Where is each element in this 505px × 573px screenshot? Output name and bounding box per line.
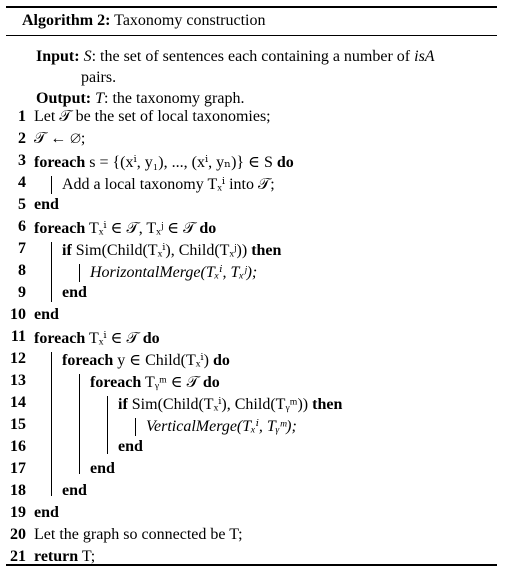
line-number: 20 — [10, 526, 26, 543]
line-number: 12 — [10, 350, 26, 367]
line-number: 3 — [18, 152, 26, 169]
keyword: foreach — [62, 352, 114, 369]
output-var: T — [95, 90, 105, 107]
keyword: foreach — [34, 220, 86, 237]
keyword: return — [34, 548, 79, 565]
line-number: 1 — [18, 108, 26, 125]
algorithm-line — [34, 526, 243, 544]
keyword: end — [34, 196, 59, 213]
block-bar-foreach-2 — [51, 242, 52, 302]
statement-text: Tᵧᵐ ∈ 𝒯 — [141, 374, 199, 391]
keyword: foreach — [34, 330, 86, 347]
keyword: then — [308, 396, 343, 413]
output-label: Output: — [36, 90, 92, 107]
algorithm-line — [34, 328, 160, 348]
block-bar-foreach-5 — [107, 396, 108, 454]
algorithm-line — [62, 284, 87, 302]
bottom-rule — [6, 564, 497, 566]
statement-text: Sim(Child(Tₓⁱ), Child(Tᵧᵐ)) — [127, 396, 309, 413]
top-rule — [6, 6, 497, 8]
line-number: 19 — [10, 504, 26, 521]
algorithm-line — [62, 350, 230, 370]
statement-text: VerticalMerge(Tₓⁱ, Tᵧᵐ); — [146, 418, 297, 435]
statement-text: Let the graph so connected be T; — [34, 526, 243, 543]
line-number: 15 — [10, 416, 26, 433]
line-number: 14 — [10, 394, 26, 411]
algorithm-line — [146, 416, 297, 436]
algorithm-line — [62, 174, 275, 194]
line-number: 4 — [18, 174, 26, 191]
line-number: 6 — [18, 218, 26, 235]
algorithm-title — [22, 12, 265, 30]
algorithm-line — [90, 262, 257, 282]
title-rule — [6, 35, 497, 36]
block-bar-foreach-4 — [79, 374, 80, 474]
line-number: 17 — [10, 460, 26, 477]
keyword: do — [272, 154, 294, 171]
algorithm-line — [62, 240, 281, 260]
keyword: end — [62, 482, 87, 499]
statement-text: Tₓⁱ ∈ 𝒯 — [85, 330, 139, 347]
keyword: end — [34, 504, 59, 521]
input-desc-cont: pairs. — [81, 69, 117, 86]
algorithm-label: Algorithm 2: — [22, 12, 111, 29]
keyword: do — [208, 352, 230, 369]
algorithm-line — [34, 152, 294, 172]
keyword: if — [62, 242, 72, 259]
line-number: 10 — [10, 306, 26, 323]
block-bar-foreach-1 — [51, 176, 52, 194]
line-number: 18 — [10, 482, 26, 499]
input-label: Input: — [36, 48, 80, 65]
keyword: do — [138, 330, 160, 347]
statement-text: Tₓⁱ ∈ 𝒯, Tₓʲ ∈ 𝒯 — [85, 220, 196, 237]
keyword: foreach — [34, 154, 86, 171]
block-bar-if-1 — [79, 264, 80, 282]
algorithm-line — [90, 460, 115, 478]
line-number: 7 — [18, 240, 26, 257]
algorithm-line — [118, 438, 143, 456]
line-number: 11 — [10, 328, 26, 345]
line-number: 13 — [10, 372, 26, 389]
statement-text: Add a local taxonomy Tₓⁱ into 𝒯; — [62, 176, 275, 193]
statement-text: Sim(Child(Tₓⁱ), Child(Tₓʲ)) — [71, 242, 248, 259]
output-spec — [36, 90, 244, 108]
line-number: 2 — [18, 130, 26, 147]
keyword: end — [90, 460, 115, 477]
algorithm-line — [62, 482, 87, 500]
algorithm-line — [34, 306, 59, 324]
keyword: if — [118, 396, 128, 413]
statement-text: y ∈ Child(Tₓⁱ) — [113, 352, 209, 369]
keyword: end — [118, 438, 143, 455]
statement-text: HorizontalMerge(Tₓⁱ, Tₓʲ); — [90, 264, 258, 281]
line-number: 9 — [18, 284, 26, 301]
input-isa: isA — [414, 48, 435, 65]
statement-text: 𝒯 ← ∅; — [34, 130, 86, 147]
algorithm-line — [34, 504, 59, 522]
input-desc: : the set of sentences each containing a number of — [91, 48, 415, 65]
algorithm-line — [90, 372, 220, 392]
keyword: do — [195, 220, 217, 237]
input-spec — [36, 46, 491, 88]
line-number: 16 — [10, 438, 26, 455]
algorithm-name: Taxonomy construction — [114, 12, 266, 29]
statement-text: T; — [78, 548, 96, 565]
keyword: end — [34, 306, 59, 323]
keyword: foreach — [90, 374, 142, 391]
statement-text: s = {(xⁱ, y₁), ..., (xⁱ, yₙ)} ∈ S — [85, 154, 273, 171]
algorithm-line — [34, 218, 216, 238]
algorithm-line — [34, 196, 59, 214]
keyword: then — [247, 242, 282, 259]
line-number: 8 — [18, 262, 26, 279]
block-bar-if-2 — [135, 418, 136, 436]
input-var: S — [83, 48, 92, 65]
block-bar-foreach-3 — [51, 352, 52, 496]
keyword: do — [198, 374, 220, 391]
statement-text: Let 𝒯 be the set of local taxonomies; — [34, 108, 271, 125]
line-number: 21 — [10, 548, 26, 565]
algorithm-line — [118, 394, 342, 414]
keyword: end — [62, 284, 87, 301]
output-desc: : the taxonomy graph. — [104, 90, 245, 107]
line-number: 5 — [18, 196, 26, 213]
algorithm-line — [34, 130, 85, 148]
algorithm-line — [34, 108, 271, 126]
